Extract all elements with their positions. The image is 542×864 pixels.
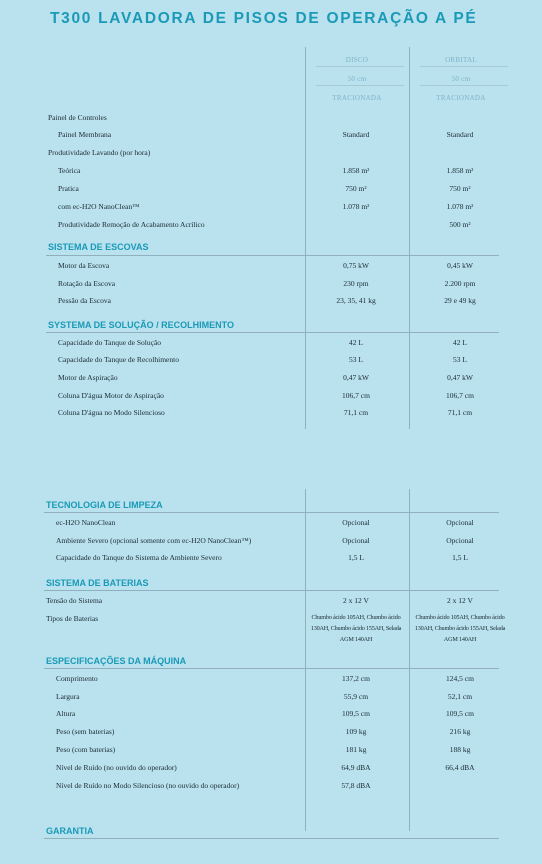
row-label: ec-H2O NanoClean	[56, 518, 116, 527]
row-label: Tensão do Sistema	[46, 596, 103, 605]
value-disco: 23, 35, 41 kg	[336, 296, 376, 305]
value-disco: 2 x 12 V	[343, 596, 369, 605]
row-label: Capacidade do Tanque de Recolhimento	[58, 355, 179, 364]
value-orbital: 500 m²	[449, 220, 471, 229]
value-orbital: Chumbo ácido 105AH, Chumbo ácido 130AH, Chumbo ácido 155AH, Selada AGM 140AH	[414, 614, 506, 643]
section-divider	[46, 332, 499, 333]
value-orbital: Opcional	[446, 518, 474, 527]
row-label: Nível de Ruído no Modo Silencioso (no ouvido do operador)	[56, 781, 240, 790]
row-label: Rotação da Escova	[58, 279, 116, 288]
value-disco: 750 m²	[345, 184, 367, 193]
header-divider	[420, 66, 508, 67]
column-header-orbital-drive: TRACIONADA	[436, 94, 486, 102]
row-label: com ec-H2O NanoClean™	[58, 202, 140, 211]
value-orbital: 53 L	[453, 355, 467, 364]
value-orbital: 71,1 cm	[447, 408, 473, 417]
section-title-maquina: ESPECIFICAÇÕES DA MÁQUINA	[46, 656, 187, 666]
value-orbital: 52,1 cm	[447, 692, 473, 701]
row-label: Produtividade Lavando (por hora)	[48, 148, 151, 157]
row-label: Altura	[56, 709, 76, 718]
value-disco: Opcional	[342, 518, 370, 527]
value-disco: 137,2 cm	[342, 674, 370, 683]
row-label: Nível de Ruído (no ouvido do operador)	[56, 763, 177, 772]
value-orbital: 2 x 12 V	[447, 596, 473, 605]
value-orbital: 66,4 dBA	[445, 763, 475, 772]
row-label: Pessão da Escova	[58, 296, 111, 305]
value-orbital: Standard	[446, 130, 474, 139]
section-title-escovas: SISTEMA DE ESCOVAS	[48, 242, 149, 252]
value-disco: 1.078 m²	[342, 202, 370, 211]
section-title-garantia: GARANTIA	[46, 826, 94, 836]
value-disco: 109,5 cm	[342, 709, 370, 718]
value-orbital: 42 L	[453, 338, 467, 347]
section-title-baterias: SISTEMA DE BATERIAS	[46, 578, 149, 588]
row-label: Tipos de Baterias	[46, 614, 99, 623]
value-disco: 1,5 L	[348, 553, 364, 562]
column-header-orbital-size: 50 cm	[451, 75, 471, 83]
section-title-limpeza: TECNOLOGIA DE LIMPEZA	[46, 500, 163, 510]
value-disco: Opcional	[342, 536, 370, 545]
row-label: Pratica	[58, 184, 79, 193]
column-header-disco-name: DISCO	[345, 56, 369, 64]
value-disco: Standard	[342, 130, 370, 139]
value-disco: 55,9 cm	[343, 692, 369, 701]
page-title: T300 LAVADORA DE PISOS DE OPERAÇÃO A PÉ	[50, 10, 478, 27]
value-orbital: 1.858 m²	[446, 166, 474, 175]
header-divider	[316, 85, 404, 86]
value-orbital: Opcional	[446, 536, 474, 545]
value-disco: 106,7 cm	[342, 391, 370, 400]
value-orbital: 2.200 rpm	[444, 279, 476, 288]
value-disco: 109 kg	[345, 727, 367, 736]
row-label: Coluna D'água no Modo Silencioso	[58, 408, 165, 417]
row-label: Coluna D'água Motor de Aspiração	[58, 391, 164, 400]
value-orbital: 750 m²	[449, 184, 471, 193]
value-disco: 1.858 m²	[342, 166, 370, 175]
value-orbital: 188 kg	[449, 745, 471, 754]
row-label: Largura	[56, 692, 80, 701]
value-orbital: 1,5 L	[452, 553, 468, 562]
section-title-solucao: SYSTEMA DE SOLUÇÃO / RECOLHIMENTO	[48, 320, 235, 330]
value-orbital: 0,45 kW	[447, 261, 473, 270]
header-divider	[316, 66, 404, 67]
value-disco: 57,8 dBA	[341, 781, 371, 790]
value-disco: 230 rpm	[343, 279, 369, 288]
header-divider	[420, 85, 508, 86]
column-header-orbital-name: ORBITAL	[445, 56, 477, 64]
value-orbital: 29 e 49 kg	[444, 296, 476, 305]
row-label: Capacidade do Tanque de Solução	[58, 338, 162, 347]
column-divider	[305, 47, 306, 429]
value-disco: 181 kg	[345, 745, 367, 754]
value-disco: 42 L	[349, 338, 363, 347]
row-label: Motor de Aspiração	[58, 373, 118, 382]
row-label: Painel de Controles	[48, 113, 107, 122]
value-orbital: 124,5 cm	[446, 674, 474, 683]
value-orbital: 1.078 m²	[446, 202, 474, 211]
value-orbital: 106,7 cm	[446, 391, 474, 400]
section-divider	[44, 838, 499, 839]
value-disco: 64,9 dBA	[341, 763, 371, 772]
column-header-disco-drive: TRACIONADA	[332, 94, 382, 102]
section-divider	[44, 512, 499, 513]
section-divider	[46, 255, 499, 256]
row-label: Capacidade do Tanque do Sistema de Ambiente Severo	[56, 553, 222, 562]
row-label: Produtividade Remoção de Acabamento Acrílico	[58, 220, 205, 229]
column-divider	[409, 47, 410, 429]
row-label: Motor da Escova	[58, 261, 110, 270]
row-label: Peso (com baterias)	[56, 745, 116, 754]
value-disco: 0,75 kW	[343, 261, 369, 270]
value-disco: Chumbo ácido 105AH, Chumbo ácido 130AH, Chumbo ácido 155AH, Selada AGM 140AH	[310, 614, 402, 643]
section-divider	[44, 668, 499, 669]
row-label: Teórica	[58, 166, 81, 175]
row-label: Peso (sem baterias)	[56, 727, 115, 736]
value-orbital: 0,47 kW	[447, 373, 473, 382]
row-label: Comprimento	[56, 674, 98, 683]
section-divider	[44, 590, 499, 591]
value-orbital: 216 kg	[449, 727, 471, 736]
row-label: Painel Membrana	[58, 130, 112, 139]
row-label: Ambiente Severo (opcional somente com ec-H2O NanoClean™)	[56, 536, 252, 545]
column-header-disco-size: 50 cm	[347, 75, 367, 83]
value-disco: 71,1 cm	[343, 408, 369, 417]
value-orbital: 109,5 cm	[446, 709, 474, 718]
value-disco: 53 L	[349, 355, 363, 364]
value-disco: 0,47 kW	[343, 373, 369, 382]
